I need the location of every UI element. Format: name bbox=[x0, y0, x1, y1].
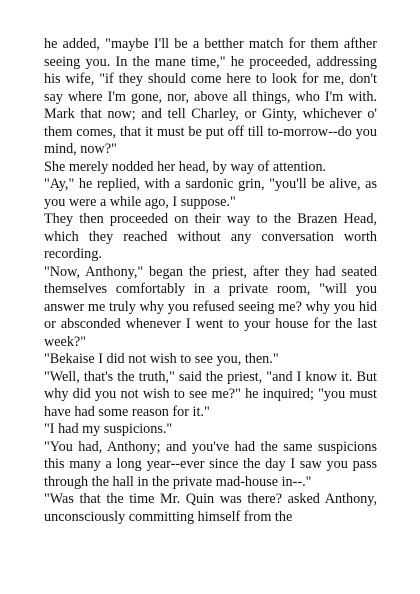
paragraph-4: They then proceeded on their way to the Brazen Head, which they reached without any conversation worth recording. bbox=[44, 211, 377, 262]
paragraph-10: "Was that the time Mr. Quin was there? asked Anthony, unconsciously committing himself from the bbox=[44, 491, 377, 525]
page-text bbox=[44, 36, 377, 526]
paragraph-7: "Well, that's the truth," said the priest, "and I know it. But why did you not wish to see me?" he inquired; "you must have had some reason for it." bbox=[44, 368, 377, 420]
paragraph-5: "Now, Anthony," began the priest, after they had seated themselves comfortably in a private room, "will you answer me truly why you refused seeing me? why you hid or absconded whenever I went to your house for the last week?" bbox=[44, 263, 377, 350]
paragraph-8: "I had my suspicions." bbox=[44, 421, 173, 437]
paragraph-6: "Bekaise I did not wish to see you, then." bbox=[44, 351, 279, 367]
paragraph-9: "You had, Anthony; and you've had the same suspicions this many a long year--ever since the day I saw you pass through the hall in the private mad-house in--." bbox=[44, 438, 377, 490]
paragraph-2: She merely nodded her head, by way of attention. bbox=[44, 158, 327, 175]
paragraph-1: he added, "maybe I'll be a betther match for them afther seeing you. In the mane time," he proceeded, addressing his wife, "if they should come here to look for me, don't say where I'm gone, nor, above all things, who I'm with. Mark that now; and tell Charley, or Ginty, whichever o' them comes, that it must be put off till to-morrow--do you mind, now?" bbox=[44, 36, 377, 157]
paragraph-3: "Ay," he replied, with a sardonic grin, "you'll be alive, as you were a while ago, I suppose." bbox=[44, 176, 377, 210]
